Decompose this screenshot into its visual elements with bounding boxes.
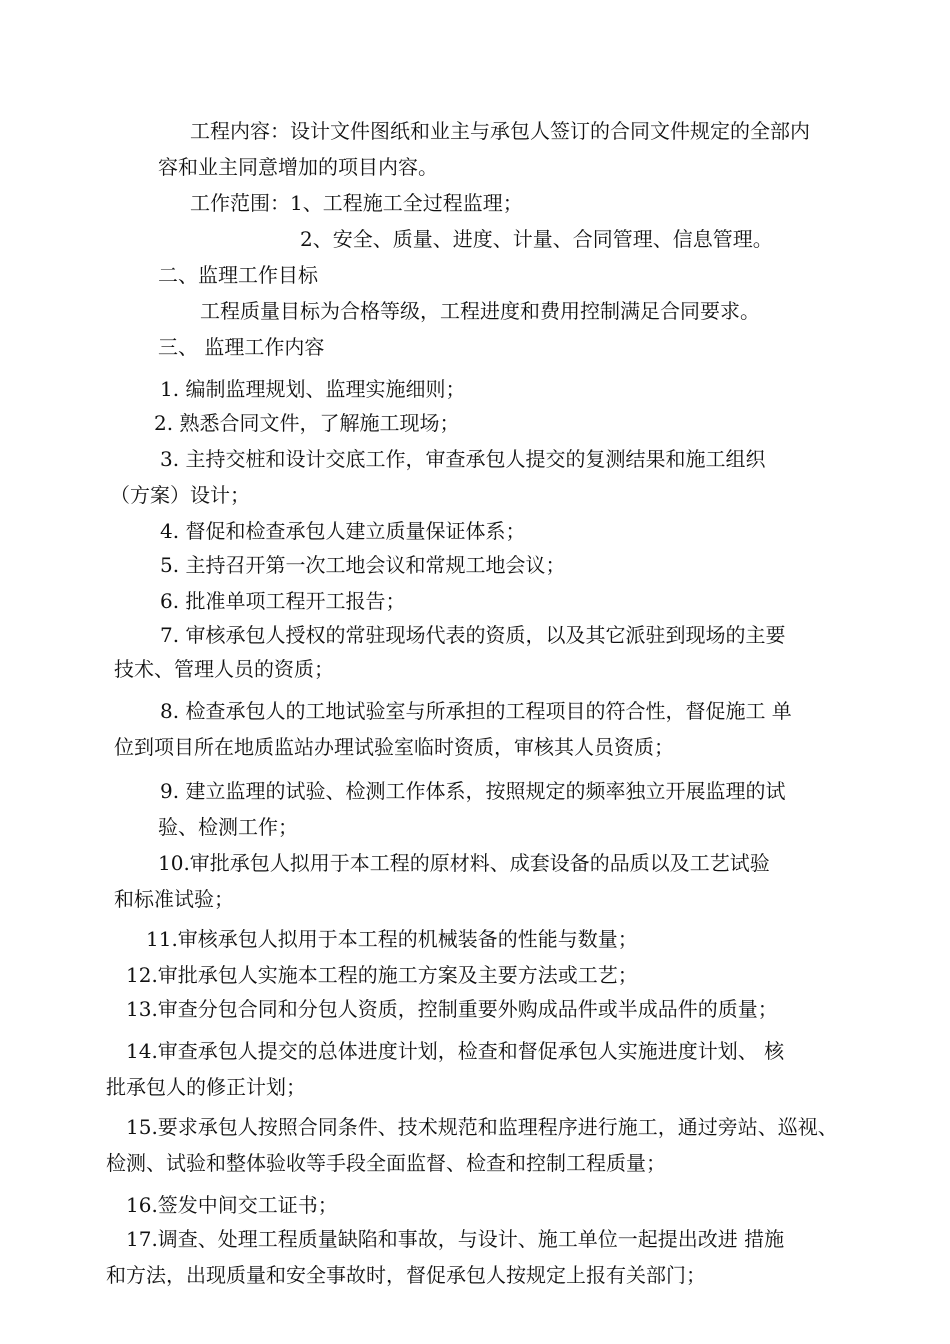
- item-3-line-2: （方案）设计；: [110, 483, 250, 507]
- item-8-line-2: 位到项目所在地质监站办理试验室临时资质，审核其人员资质；: [114, 735, 674, 759]
- scope-content-line-1: 工程内容：设计文件图纸和业主与承包人签订的合同文件规定的全部内: [190, 119, 810, 143]
- item-13: 13.审查分包合同和分包人资质，控制重要外购成品件或半成品件的质量；: [126, 997, 778, 1021]
- item-8-line-1: 8. 检查承包人的工地试验室与所承担的工程项目的符合性，督促施工 单: [160, 699, 792, 723]
- item-16: 16.签发中间交工证书；: [126, 1193, 338, 1217]
- item-9-line-2: 验、检测工作；: [158, 815, 298, 839]
- item-6: 6. 批准单项工程开工报告；: [160, 589, 406, 613]
- item-10-line-2: 和标准试验；: [114, 887, 234, 911]
- work-range-line-2: 2、安全、质量、进度、计量、合同管理、信息管理。: [300, 227, 773, 251]
- item-10-line-1: 10.审批承包人拟用于本工程的原材料、成套设备的品质以及工艺试验: [158, 851, 770, 875]
- item-4: 4. 督促和检查承包人建立质量保证体系；: [160, 519, 526, 543]
- work-range-line-1: 工作范围：1、工程施工全过程监理；: [190, 191, 523, 215]
- item-2: 2. 熟悉合同文件，了解施工现场；: [154, 411, 460, 435]
- item-15-line-1: 15.要求承包人按照合同条件、技术规范和监理程序进行施工，通过旁站、巡视、: [126, 1115, 838, 1139]
- item-1: 1. 编制监理规划、监理实施细则；: [160, 377, 466, 401]
- item-14-line-2: 批承包人的修正计划；: [106, 1075, 306, 1099]
- item-12: 12.审批承包人实施本工程的施工方案及主要方法或工艺；: [126, 963, 638, 987]
- item-7-line-2: 技术、管理人员的资质；: [114, 657, 334, 681]
- section-3-heading: 三、 监理工作内容: [158, 335, 325, 359]
- item-17-line-2: 和方法，出现质量和安全事故时，督促承包人按规定上报有关部门；: [106, 1263, 706, 1287]
- item-14-line-1: 14.审查承包人提交的总体进度计划，检查和督促承包人实施进度计划、 核: [126, 1039, 785, 1063]
- item-11: 11.审核承包人拟用于本工程的机械装备的性能与数量；: [146, 927, 638, 951]
- scope-content-line-2: 容和业主同意增加的项目内容。: [158, 155, 438, 179]
- section-2-heading: 二、监理工作目标: [158, 263, 318, 287]
- item-7-line-1: 7. 审核承包人授权的常驻现场代表的资质，以及其它派驻到现场的主要: [160, 623, 786, 647]
- section-2-text: 工程质量目标为合格等级，工程进度和费用控制满足合同要求。: [200, 299, 760, 323]
- item-17-line-1: 17.调查、处理工程质量缺陷和事故，与设计、施工单位一起提出改进 措施: [126, 1227, 785, 1251]
- item-15-line-2: 检测、试验和整体验收等手段全面监督、检查和控制工程质量；: [106, 1151, 666, 1175]
- item-3-line-1: 3. 主持交桩和设计交底工作，审查承包人提交的复测结果和施工组织: [160, 447, 766, 471]
- item-5: 5. 主持召开第一次工地会议和常规工地会议；: [160, 553, 566, 577]
- item-9-line-1: 9. 建立监理的试验、检测工作体系，按照规定的频率独立开展监理的试: [160, 779, 786, 803]
